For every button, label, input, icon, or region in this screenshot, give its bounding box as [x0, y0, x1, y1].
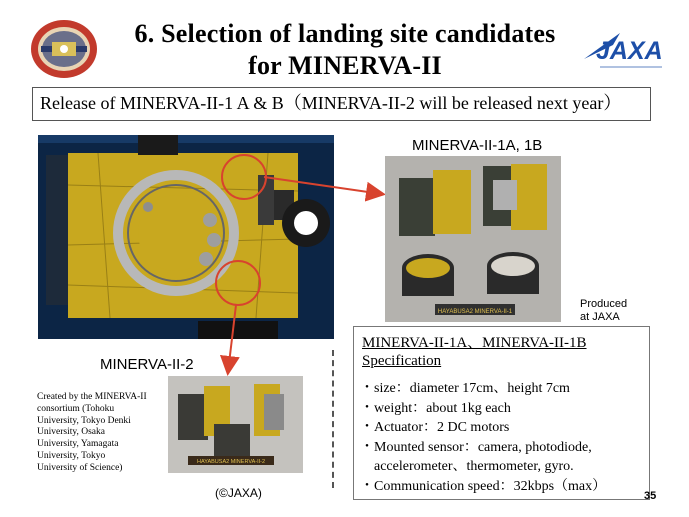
spec-list [360, 379, 650, 496]
spec-item: ・size：diameter 17cm、height 7cm [360, 381, 570, 396]
arrow-to-minerva-ii-1 [264, 177, 382, 194]
spec-heading: MINERVA-II-1A、MINERVA-II-1B [362, 335, 587, 351]
page-number: 35 [644, 490, 657, 502]
minerva-ii-1-label: MINERVA-II-1A, 1B [412, 137, 543, 154]
spec-item: accelerometer、thermometer, gyro. [360, 459, 574, 474]
dashed-divider [332, 350, 334, 488]
credit-line: University, Osaka [37, 427, 105, 438]
credit-line: University, Tokyo Denki [37, 415, 131, 426]
spec-item: ・Communication speed：32kbps（max） [360, 478, 607, 494]
spec-subheading: Specification [362, 353, 442, 369]
produced-at-jaxa-note [580, 298, 650, 324]
credit-line: Created by the MINERVA-II [37, 392, 147, 402]
credit-line: consortium (Tohoku [37, 403, 115, 414]
produced-line-2: at JAXA [580, 311, 620, 323]
spec-item: ・Mounted sensor：camera, photodiode, [360, 439, 592, 455]
spec-item: ・Actuator：2 DC motors [360, 420, 510, 435]
minerva-ii-2-rover-photo [168, 376, 303, 473]
consortium-credit [37, 392, 167, 475]
copyright-note: (©JAXA) [215, 486, 262, 500]
rover1-nameplate: HAYABUSA2 MINERVA-II-1 [437, 309, 513, 315]
subtitle-text: Release of MINERVA-II-1 A & B（MINERVA-II-2 will be released next year） [40, 93, 622, 113]
credit-line: University, Yamagata [37, 439, 119, 450]
rover2-nameplate: HAYABUSA2 MINERVA-II-2 [196, 459, 266, 465]
spec-item: ・weight：about 1kg each [360, 400, 511, 416]
title-line-2: for MINERVA-II [248, 51, 442, 80]
minerva-ii-2-label: MINERVA-II-2 [100, 356, 194, 373]
title-line-1: 6. Selection of landing site candidates [134, 19, 556, 48]
arrow-to-minerva-ii-2 [228, 305, 236, 372]
credit-line: University, Tokyo [37, 450, 106, 461]
credit-line: University of Science) [37, 462, 123, 473]
minerva-ii-1a-1b-rovers-photo [385, 156, 561, 322]
produced-line-1: Produced [580, 298, 628, 310]
jaxa-logo-text: JAXA [596, 37, 663, 65]
